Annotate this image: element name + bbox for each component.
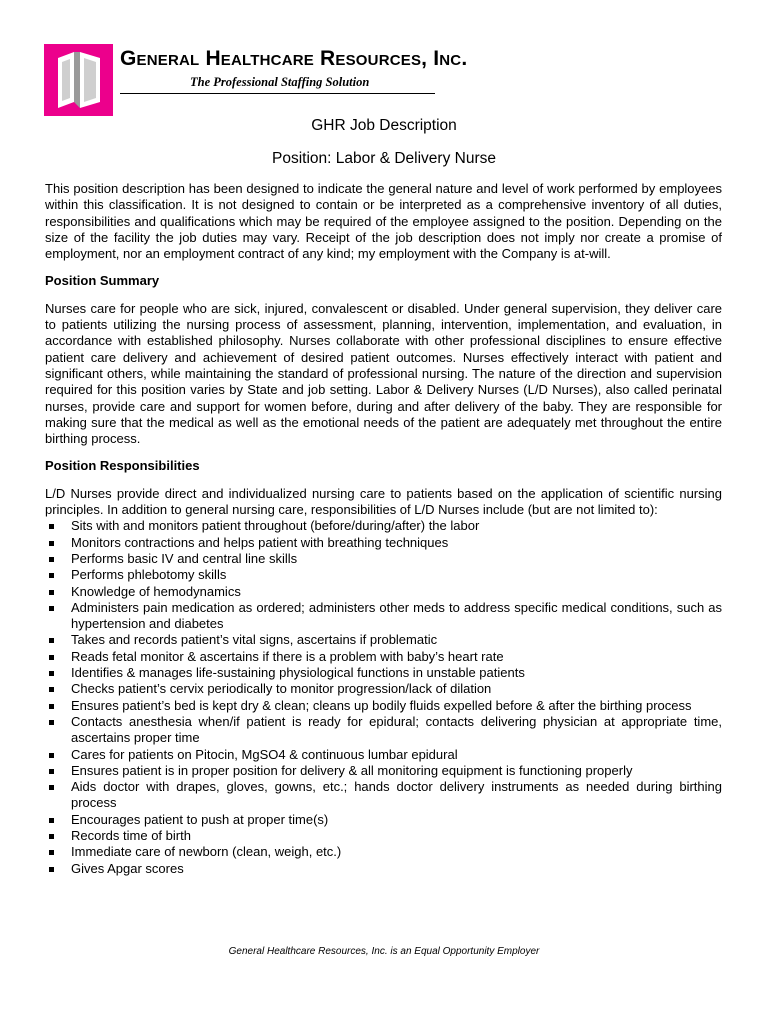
list-item: Immediate care of newborn (clean, weigh, etc.) xyxy=(45,844,722,860)
intro-paragraph: This position description has been designed to indicate the general nature and level of work performed by employees within this classification. It is not designed to contain or be interpreted as a comprehensive inventory of all duties, responsibilities and qualifications which may be required of the employee assigned to the position. Depending on the size of the facility the job duties may vary. Receipt of the job description does not imply nor create a promise of employment, nor an employment contract of any kind; my employment with the Company is at-will. xyxy=(45,181,722,262)
list-item: Administers pain medication as ordered; administers other meds to address specific medical conditions, such as hypertension and diabetes xyxy=(45,600,722,633)
list-item: Takes and records patient’s vital signs, ascertains if problematic xyxy=(45,632,722,648)
company-tagline: The Professional Staffing Solution xyxy=(190,75,370,89)
list-item: Checks patient’s cervix periodically to monitor progression/lack of dilation xyxy=(45,681,722,697)
list-item: Aids doctor with drapes, gloves, gowns, etc.; hands doctor delivery instruments as needed during birthing process xyxy=(45,779,722,812)
list-item: Monitors contractions and helps patient with breathing techniques xyxy=(45,535,722,551)
list-item: Encourages patient to push at proper time(s) xyxy=(45,812,722,828)
footer-text: General Healthcare Resources, Inc. is an Equal Opportunity Employer xyxy=(228,946,540,957)
list-item: Records time of birth xyxy=(45,828,722,844)
document-body xyxy=(45,181,722,877)
list-item: Gives Apgar scores xyxy=(45,861,722,877)
summary-paragraph: Nurses care for people who are sick, injured, convalescent or disabled. Under general supervision, they deliver care to patients utilizing the nursing process of assessment, planning, intervention, implementation, and evaluation, in accordance with established philosophy. Nurses collaborate with other professional disciplines to ensure effective patient care delivery and achievement of desired patient outcomes. Nurses effectively interact with patient and significant others, while maintaining the standard of professional nursing. The nature of the direction and supervision required for this position varies by State and job setting. Labor & Delivery Nurses (L/D Nurses), also called perinatal nurses, provide care and support for women before, during and after delivery of the baby. They are responsible for making sure that the medical as well as the emotional needs of the patient are adequately met throughout the entire birthing process. xyxy=(45,300,722,447)
list-item: Performs phlebotomy skills xyxy=(45,567,722,583)
list-item: Identifies & manages life-sustaining physiological functions in unstable patients xyxy=(45,665,722,681)
responsibilities-intro: L/D Nurses provide direct and individualized nursing care to patients based on the application of scientific nursing principles. In addition to general nursing care, responsibilities of L/D Nurses include (but are not limited to): xyxy=(45,485,722,518)
document-title: GHR Job Description xyxy=(311,117,457,134)
list-item: Reads fetal monitor & ascertains if there is a problem with baby’s heart rate xyxy=(45,649,722,665)
responsibilities-list xyxy=(45,518,722,877)
summary-heading: Position Summary xyxy=(45,273,160,289)
list-item: Performs basic IV and central line skills xyxy=(45,551,722,567)
logo-graphic xyxy=(44,44,113,116)
list-item: Knowledge of hemodynamics xyxy=(45,584,722,600)
list-item: Ensures patient’s bed is kept dry & clean; cleans up bodily fluids expelled before & after the birthing process xyxy=(45,698,722,714)
list-item: Ensures patient is in proper position for delivery & all monitoring equipment is functioning properly xyxy=(45,763,722,779)
company-logo xyxy=(44,44,113,116)
list-item: Cares for patients on Pitocin, MgSO4 & continuous lumbar epidural xyxy=(45,747,722,763)
responsibilities-heading: Position Responsibilities xyxy=(45,458,200,474)
header-rule xyxy=(120,93,435,94)
list-item: Sits with and monitors patient throughout (before/during/after) the labor xyxy=(45,518,722,534)
list-item: Contacts anesthesia when/if patient is ready for epidural; contacts delivering physician at appropriate time, ascertains proper time xyxy=(45,714,722,747)
position-title: Position: Labor & Delivery Nurse xyxy=(272,150,496,167)
company-name: General Healthcare Resources, Inc. xyxy=(120,47,468,70)
